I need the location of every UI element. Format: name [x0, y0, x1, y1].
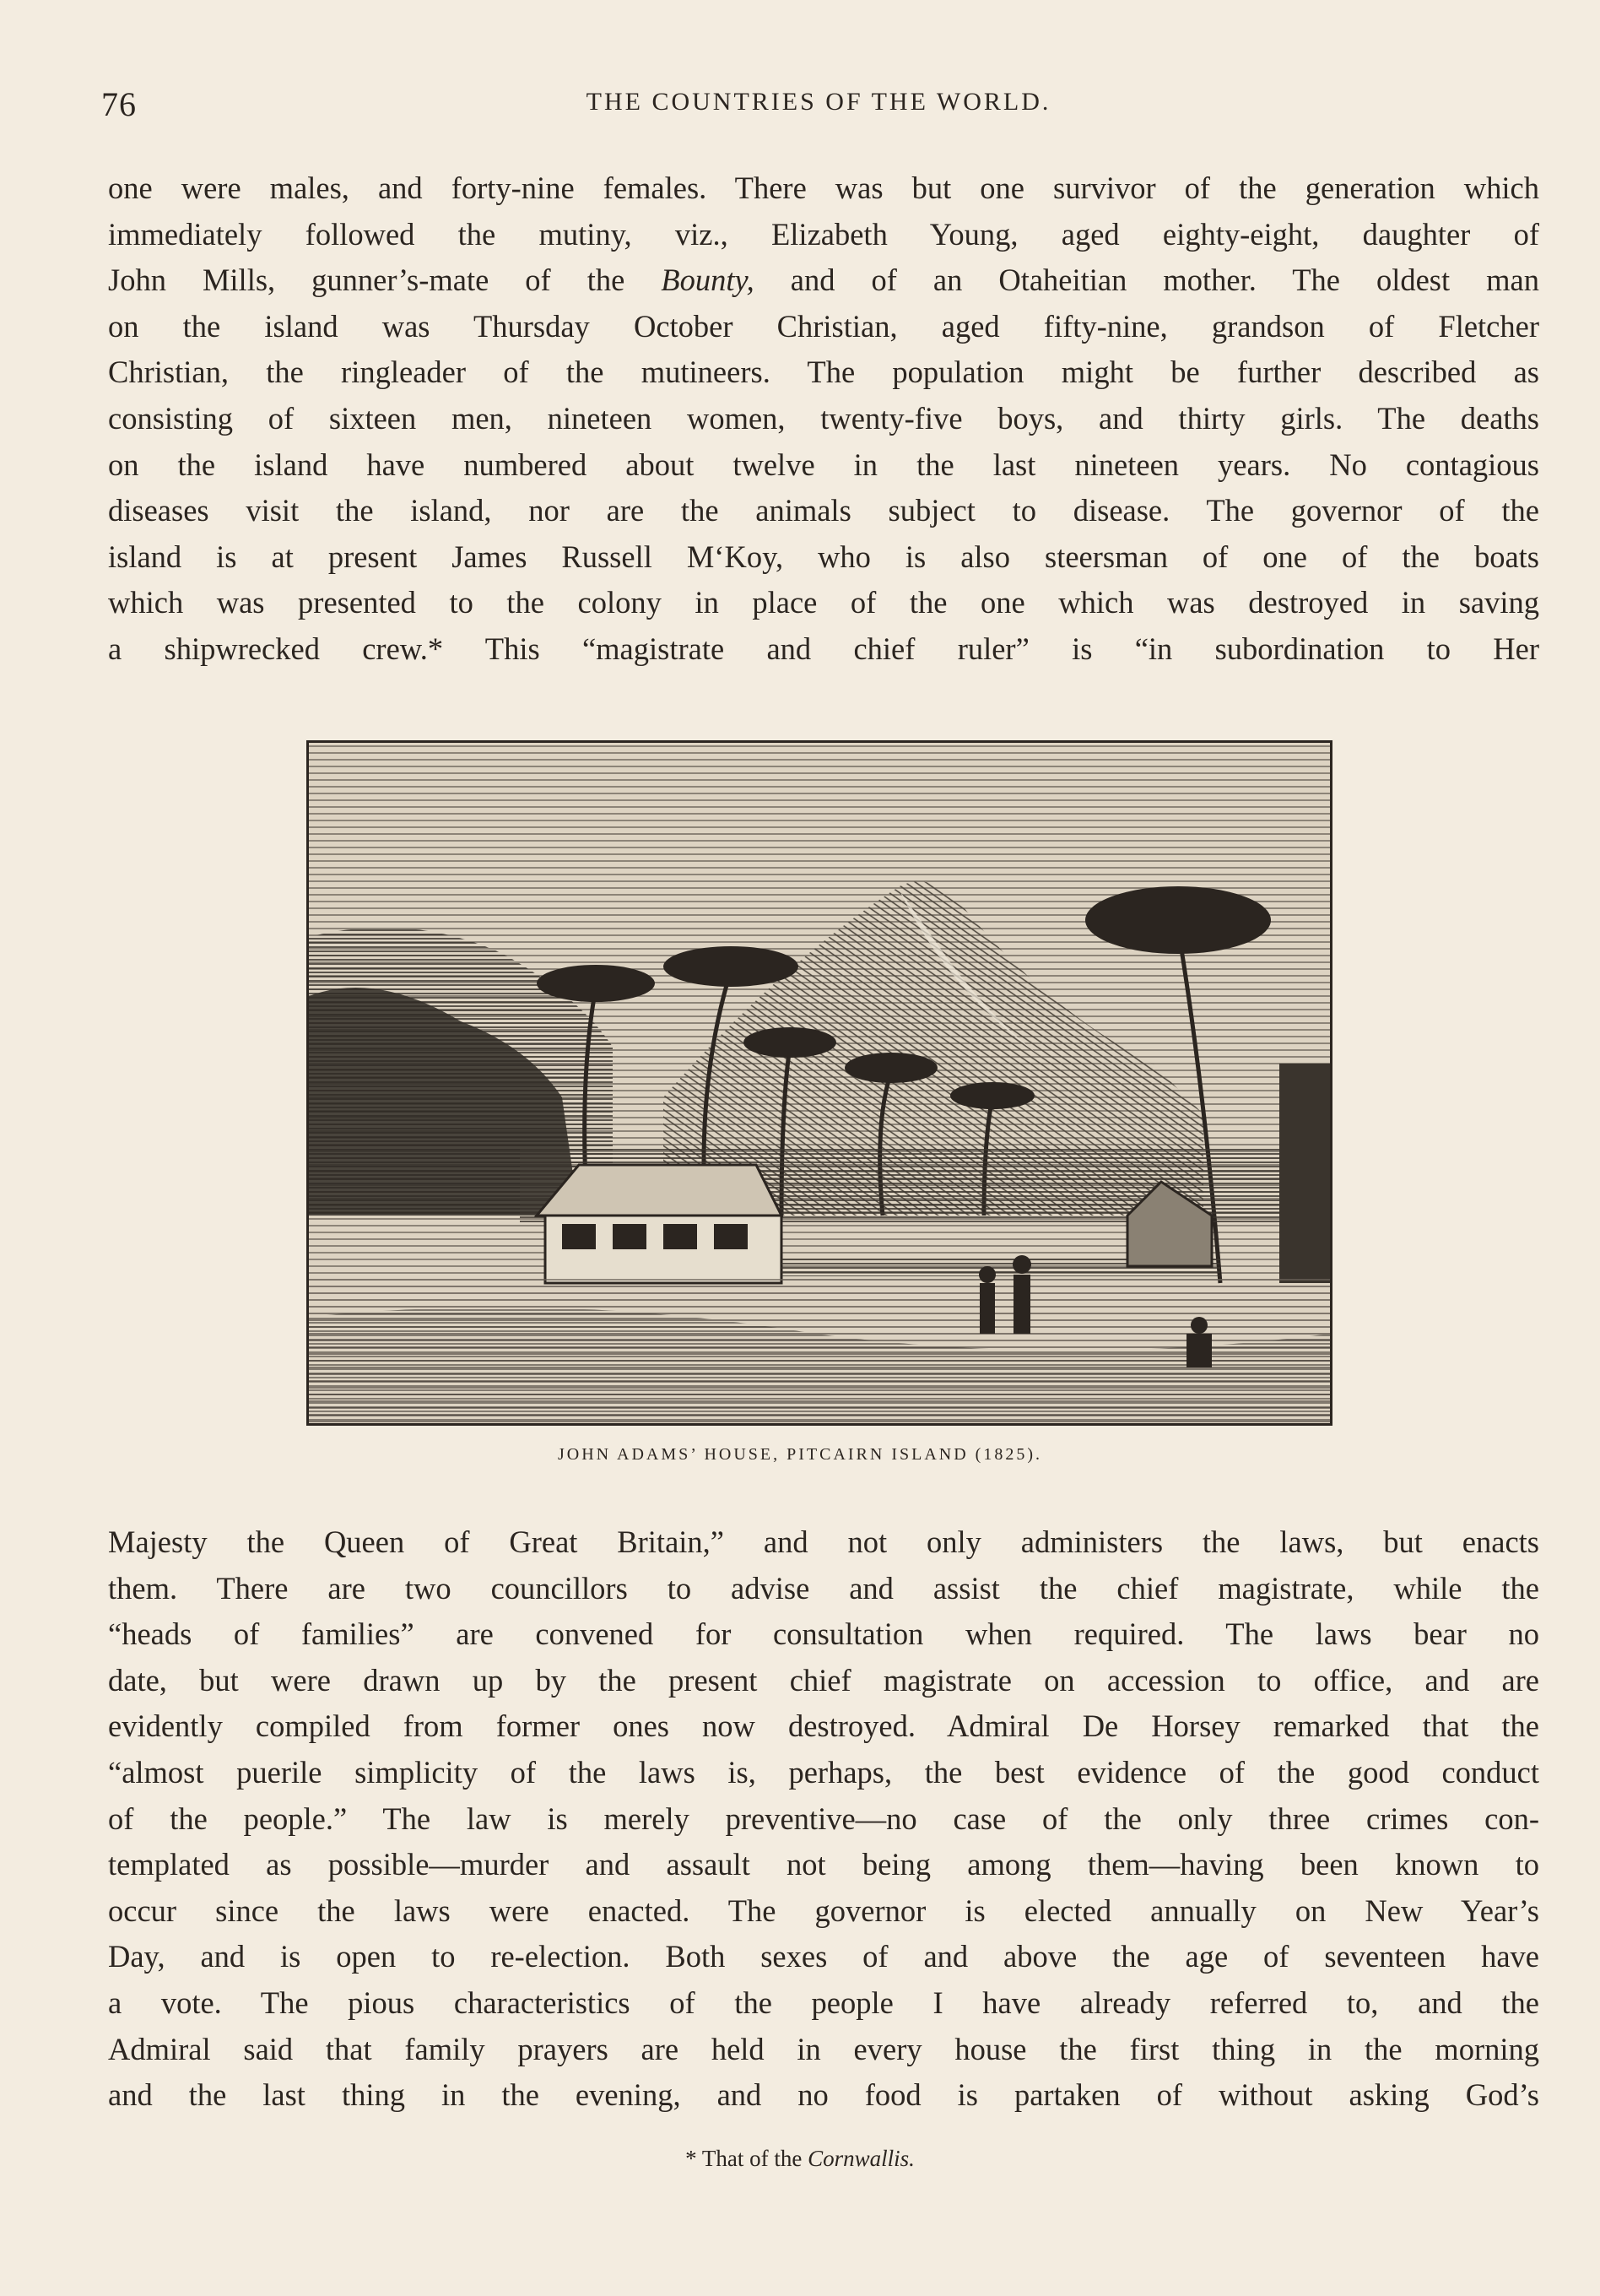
footnote-prefix: * That of the — [685, 2146, 803, 2171]
text-line: immediately followed the mutiny, viz., Elizabeth Young, aged eighty-eight, daughter of — [108, 216, 1539, 252]
text-segment: John Mills, gunner’s-mate of the — [108, 263, 625, 298]
text-line: one were males, and forty-nine females. There was but one survivor of the generation which — [108, 171, 1539, 205]
figure-caption: JOHN ADAMS’ HOUSE, PITCAIRN ISLAND (1825). — [558, 1445, 1042, 1464]
text-segment: and of an Otaheitian mother. The oldest man — [790, 263, 1539, 298]
text-line: Admiral said that family prayers are held in every house the first thing in the morning — [108, 2031, 1539, 2066]
running-title: THE COUNTRIES OF THE WORLD. — [586, 88, 1051, 116]
footnote-work: Cornwallis. — [808, 2146, 915, 2171]
text-line: consisting of sixteen men, nineteen women, twenty-five boys, and thirty girls. The deaths — [108, 400, 1539, 436]
text-line: evidently compiled from former ones now destroyed. Admiral De Horsey remarked that the — [108, 1708, 1539, 1744]
text-line: a shipwrecked crew.* This “magistrate and chief ruler” is “in subordination to Her — [108, 631, 1539, 666]
paragraph-2 — [108, 1519, 1539, 2119]
text-line: which was presented to the colony in place of the one which was destroyed in saving — [108, 585, 1539, 620]
page-number: 76 — [101, 85, 137, 123]
text-line: and the last thing in the evening, and no food is partaken of without asking God’s — [108, 2077, 1539, 2113]
paragraph-1 — [108, 165, 1539, 673]
page-header — [101, 84, 1536, 135]
engraving-picture — [309, 743, 1330, 1423]
tower — [1279, 1064, 1330, 1283]
text-line: Majesty the Queen of Great Britain,” and not only administers the laws, but enacts — [108, 1524, 1539, 1559]
text-line: island is at present James Russell M‘Koy, who is also steersman of one of the boats — [108, 539, 1539, 574]
text-line: a vote. The pious characteristics of the people I have already referred to, and the — [108, 1985, 1539, 2020]
text-line: occur since the laws were enacted. The governor is elected annually on New Year’s — [108, 1893, 1539, 1928]
text-line: of the people.” The law is merely preventive—no case of the only three crimes con- — [108, 1801, 1539, 1836]
text-line: them. There are two councillors to advise and assist the chief magistrate, while the — [108, 1570, 1539, 1606]
ship-name: Bounty, — [661, 263, 754, 298]
text-line: date, but were drawn up by the present chief magistrate on accession to office, and are — [108, 1662, 1539, 1698]
text-line: templated as possible—murder and assault not being among them—having been known to — [108, 1847, 1539, 1882]
text-line: “heads of families” are convened for consultation when required. The laws bear no — [108, 1616, 1539, 1652]
house — [537, 1165, 781, 1283]
engraving-illustration — [306, 740, 1332, 1426]
text-line: on the island was Thursday October Christian, aged fifty-nine, grandson of Fletcher — [108, 308, 1539, 344]
footnote — [0, 2146, 1600, 2172]
text-line: Christian, the ringleader of the mutineers. The population might be further described as — [108, 355, 1539, 390]
text-line: on the island have numbered about twelve in the last nineteen years. No contagious — [108, 447, 1539, 482]
text-line — [108, 257, 1539, 304]
text-line: diseases visit the island, nor are the animals subject to disease. The governor of the — [108, 493, 1539, 528]
text-line: Day, and is open to re-election. Both sexes of and above the age of seventeen have — [108, 1939, 1539, 1974]
text-line: “almost puerile simplicity of the laws is, perhaps, the best evidence of the good conduct — [108, 1754, 1539, 1790]
